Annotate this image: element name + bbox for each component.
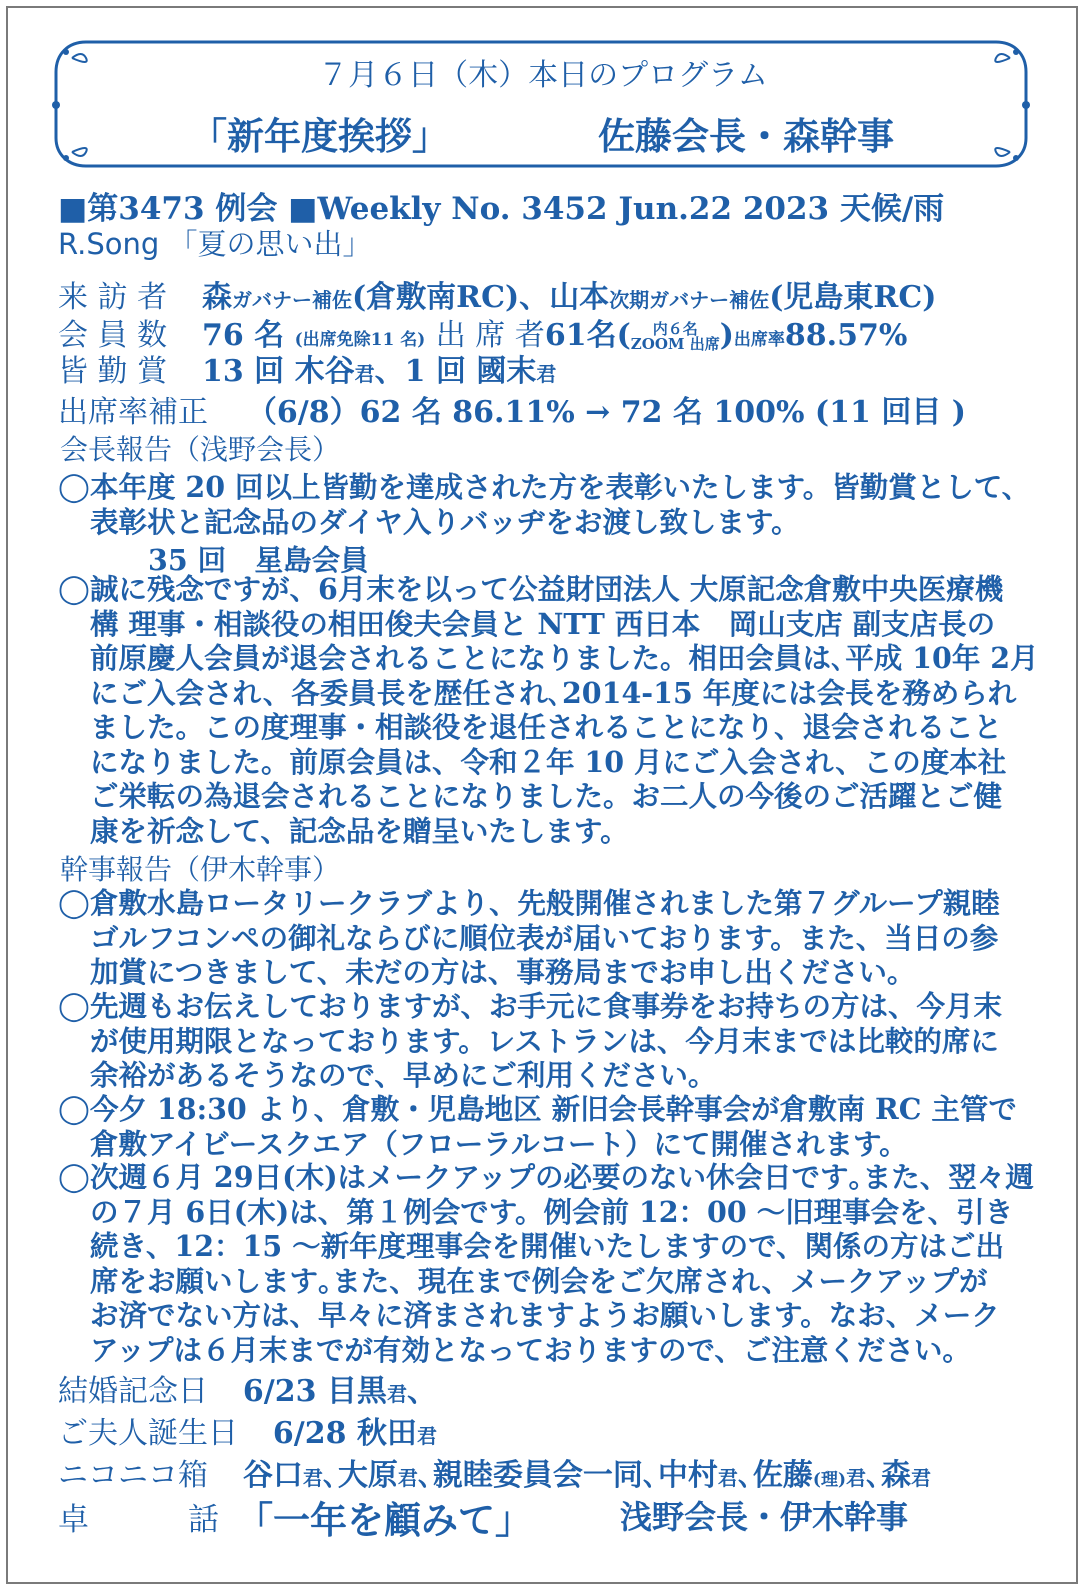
honorific: 君 <box>416 1424 437 1448</box>
rate-label: 出席率 <box>733 330 785 350</box>
spouse-birthday-text: 6/28 秋田 <box>272 1416 417 1451</box>
president-item-1 <box>58 470 1048 539</box>
spouse-birthday-row <box>58 1408 437 1452</box>
honorific: 君 <box>717 1466 738 1490</box>
honorific: 君 <box>911 1466 931 1490</box>
anniversary-row <box>58 1366 437 1410</box>
donor: ､大原 <box>322 1458 398 1493</box>
secretary-item-4 <box>58 1160 1048 1367</box>
donor: ､森 <box>866 1458 911 1493</box>
donor: ､親睦委員会一同､中村 <box>417 1458 718 1493</box>
visitor-2-role: 次期ガバナー補佐 <box>609 288 770 312</box>
anniversary-label: 結婚記念日 <box>58 1374 208 1409</box>
donor: ､佐藤 <box>737 1458 813 1493</box>
secretary-item-text: 倉敷水島ロータリークラブより、先般開催されました第７グループ親睦 ゴルフコンペの御礼ならびに順位表が届いております。また、当日の参 加賞につきまして、未だの方は、事務局までお申し出ください。 <box>90 886 1000 989</box>
perfect-text-1: 13 回 木谷 <box>201 354 355 389</box>
attendance-rate: 88.57% <box>784 318 908 353</box>
honorific: 君 <box>302 1466 323 1490</box>
table-speech-title: 「一年を顧みて」 <box>236 1498 532 1542</box>
secretary-item-text: 次週６月 29日(木)はメークアップの必要のない休会日です｡また、翌々週 の７月 6日(木)は、第１例会です。例会前 12：00 ～旧理事会を、引き 続き、12：15 ～新年度理事会を開催いたしますので、関係の方はご出 席をお願いします｡また、現在まで例会をご欠席され、メークアップが お済でない方は、早々に済まされますようお願いします。なお、メーク アップは６月末までが有効となっておりますので、ご注意ください。 <box>90 1160 1034 1367</box>
honorific: 君 <box>536 362 557 386</box>
perfect-text-2: 、1 回 國末 <box>374 354 537 389</box>
visitor-1-role: ガバナー補佐 <box>231 288 352 312</box>
nikoniko-row <box>58 1450 931 1494</box>
bullet: ◯ <box>58 470 90 503</box>
president-item-text: 誠に残念ですが、6月末を以って公益財団法人 大原記念倉敷中央医療機 構 理事・相談役の相田俊夫会員と NTT 西日本 岡山支店 副支店長の 前原慶人会員が退会されることになりました。相田会員は､平成 10年 2月 にご入会され、各委員長を歴任され､2014-15 年度には会長を務められ ました。この度理事・相談役を退任されることになり、退会されること になりました。前原会員は、令和２年 10 月にご入会され、この度本社 ご栄転の為退会されることになりました。お二人の今後のご活躍とご健 康を祈念して、記念品を贈呈いたします。 <box>90 572 1039 848</box>
perfect-label: 皆 勤 賞 <box>58 354 168 389</box>
visitor-2-club: (児島東RC) <box>769 280 937 315</box>
president-report-title: 会長報告（浅野会長） <box>60 433 341 466</box>
bullet: ◯ <box>58 1160 90 1193</box>
visitors-label: 来 訪 者 <box>58 280 168 315</box>
correction-text: （6/8）62 名 86.11% → 72 名 100% (11 回目 ) <box>246 395 966 430</box>
secretary-item-text: 今夕 18:30 より、倉敷・児島地区 新旧会長幹事会が倉敷南 RC 主管で 倉敷アイビースクエア（フローラルコート）にて開催されます。 <box>90 1092 1017 1161</box>
table-speech-speakers: 浅野会長・伊木幹事 <box>620 1498 909 1536</box>
bullet: ◯ <box>58 886 90 919</box>
attendance-close: ) <box>719 318 734 353</box>
honorific: 君 <box>386 1382 407 1406</box>
bullet: ◯ <box>58 1092 90 1125</box>
bullet: ◯ <box>58 572 90 605</box>
title-note: (理) <box>812 1470 846 1490</box>
zoom-note-bottom: ZOOM 出席 <box>630 335 720 353</box>
president-item-text: 本年度 20 回以上皆勤を達成された方を表彰いたします。皆勤賞として、 表彰状と記念品のダイヤ入りバッヂをお渡し致します。 <box>90 470 1031 539</box>
nikoniko-label: ニコニコ箱 <box>58 1458 208 1493</box>
anniversary-text: 6/23 目黒 <box>242 1374 387 1409</box>
member-count: 76 名 <box>201 318 285 353</box>
exempt-note: (出席免除11 名) <box>294 330 426 350</box>
president-item-2 <box>58 572 1048 848</box>
visitor-1-name: 森 <box>201 280 232 315</box>
program-theme: 「新年度挨拶」 <box>190 114 449 158</box>
secretary-report-title: 幹事報告（伊木幹事） <box>60 853 341 886</box>
program-speakers: 佐藤会長・森幹事 <box>598 114 894 158</box>
table-speech-label-2: 話 <box>188 1502 219 1538</box>
song-line: R.Song 「夏の思い出」 <box>58 227 372 261</box>
zoom-note <box>631 322 720 352</box>
attendance-label: 出 席 者 <box>435 318 545 353</box>
secretary-item-text: 先週もお伝えしておりますが、お手元に食事券をお持ちの方は、今月末 が使用期限となっております。レストランは、今月末までは比較的席に 余裕があるそうなので、早めにご利用ください。 <box>90 989 1003 1092</box>
anniversary-tail: 、 <box>406 1374 437 1409</box>
honorific: 君 <box>846 1466 866 1490</box>
secretary-item-1 <box>58 886 1048 990</box>
visitor-2-name: 山本 <box>549 280 610 315</box>
program-heading: ７月６日（木）本日のプログラム <box>318 58 768 93</box>
attendance-count: 61名( <box>544 318 631 353</box>
correction-row <box>58 387 966 431</box>
honorific: 君 <box>354 362 375 386</box>
visitor-1-club: (倉敷南RC)、 <box>351 280 550 315</box>
award-line: 35 回 星島会員 <box>148 543 369 577</box>
bullet: ◯ <box>58 989 90 1022</box>
donor: 谷口 <box>242 1458 303 1493</box>
spouse-birthday-label: ご夫人誕生日 <box>58 1416 238 1451</box>
table-speech-label-1: 卓 <box>58 1502 89 1538</box>
perfect-attendance-row <box>58 346 556 390</box>
secretary-item-2 <box>58 989 1048 1093</box>
secretary-item-3 <box>58 1092 1048 1161</box>
correction-label: 出席率補正 <box>58 395 208 430</box>
honorific: 君 <box>397 1466 418 1490</box>
zoom-note-top: 内６名 <box>652 320 698 338</box>
members-label: 会 員 数 <box>58 318 168 353</box>
meeting-info: ■第3473 例会 ■Weekly No. 3452 Jun.22 2023 天候/雨 <box>58 191 945 227</box>
